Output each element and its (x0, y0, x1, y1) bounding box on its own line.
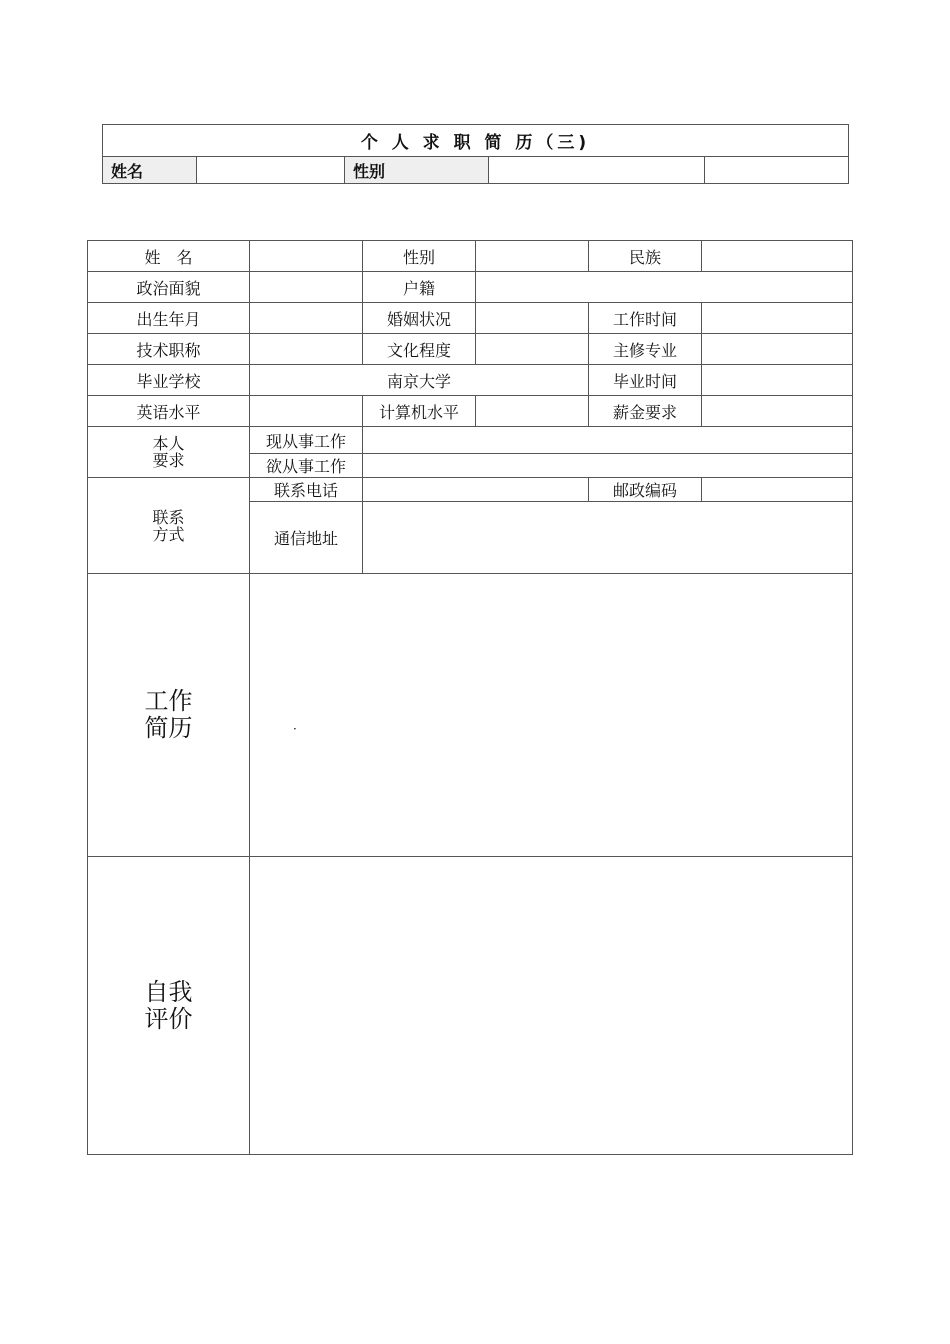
phone-label: 联系电话 (250, 478, 363, 502)
header-gender-field[interactable] (489, 157, 705, 184)
technical-title-label: 技术职称 (88, 334, 250, 365)
self-evaluation-label (88, 857, 250, 1155)
name-field[interactable] (250, 241, 363, 272)
household-field[interactable] (476, 272, 853, 303)
phone-field[interactable] (363, 478, 589, 502)
school-label: 毕业学校 (88, 365, 250, 396)
address-label: 通信地址 (250, 502, 363, 574)
work-history-field[interactable] (250, 574, 853, 857)
salary-field[interactable] (702, 396, 853, 427)
resume-title: 个 人 求 职 简 历（三) (103, 125, 849, 157)
birth-date-label: 出生年月 (88, 303, 250, 334)
english-level-field[interactable] (250, 396, 363, 427)
contact-label (88, 478, 250, 574)
self-evaluation-field[interactable] (250, 857, 853, 1155)
gender-label: 性别 (363, 241, 476, 272)
header-name-label: 姓名 (103, 157, 197, 184)
work-time-field[interactable] (702, 303, 853, 334)
work-history-line2: 简历 (144, 714, 193, 742)
desired-work-field[interactable] (363, 454, 853, 478)
english-level-label: 英语水平 (88, 396, 250, 427)
work-history-label (88, 574, 250, 857)
desired-work-label: 欲从事工作 (250, 454, 363, 478)
school-field[interactable]: 南京大学 (250, 365, 589, 396)
address-field[interactable] (363, 502, 853, 574)
computer-level-field[interactable] (476, 396, 589, 427)
marital-status-field[interactable] (476, 303, 589, 334)
political-status-label: 政治面貌 (88, 272, 250, 303)
education-level-field[interactable] (476, 334, 589, 365)
header-gender-label: 性别 (345, 157, 489, 184)
computer-level-label: 计算机水平 (363, 396, 476, 427)
graduation-time-field[interactable] (702, 365, 853, 396)
work-time-label: 工作时间 (589, 303, 702, 334)
postal-code-field[interactable] (702, 478, 853, 502)
graduation-time-label: 毕业时间 (589, 365, 702, 396)
personal-req-line2: 要求 (152, 451, 185, 470)
postal-code-label: 邮政编码 (589, 478, 702, 502)
technical-title-field[interactable] (250, 334, 363, 365)
marital-status-label: 婚姻状况 (363, 303, 476, 334)
birth-date-field[interactable] (250, 303, 363, 334)
gender-field[interactable] (476, 241, 589, 272)
header-table (102, 124, 849, 184)
contact-line2: 方式 (152, 524, 185, 544)
ethnicity-field[interactable] (702, 241, 853, 272)
salary-label: 薪金要求 (589, 396, 702, 427)
self-eval-line1: 自我 (144, 977, 193, 1006)
self-eval-line2: 评价 (144, 1004, 193, 1033)
current-work-field[interactable] (363, 427, 853, 454)
contact-line1: 联系 (152, 507, 185, 527)
education-level-label: 文化程度 (363, 334, 476, 365)
work-history-mark: · (293, 722, 297, 736)
political-status-field[interactable] (250, 272, 363, 303)
household-label: 户籍 (363, 272, 476, 303)
personal-req-line1: 本人 (152, 434, 185, 453)
header-extra-field[interactable] (705, 157, 849, 184)
work-history-line1: 工作 (144, 687, 193, 715)
name-label: 姓 名 (88, 241, 250, 272)
major-field[interactable] (702, 334, 853, 365)
resume-form (87, 240, 853, 1155)
ethnicity-label: 民族 (589, 241, 702, 272)
header-name-field[interactable] (197, 157, 345, 184)
major-label: 主修专业 (589, 334, 702, 365)
personal-requirements-label (88, 427, 250, 478)
current-work-label: 现从事工作 (250, 427, 363, 454)
